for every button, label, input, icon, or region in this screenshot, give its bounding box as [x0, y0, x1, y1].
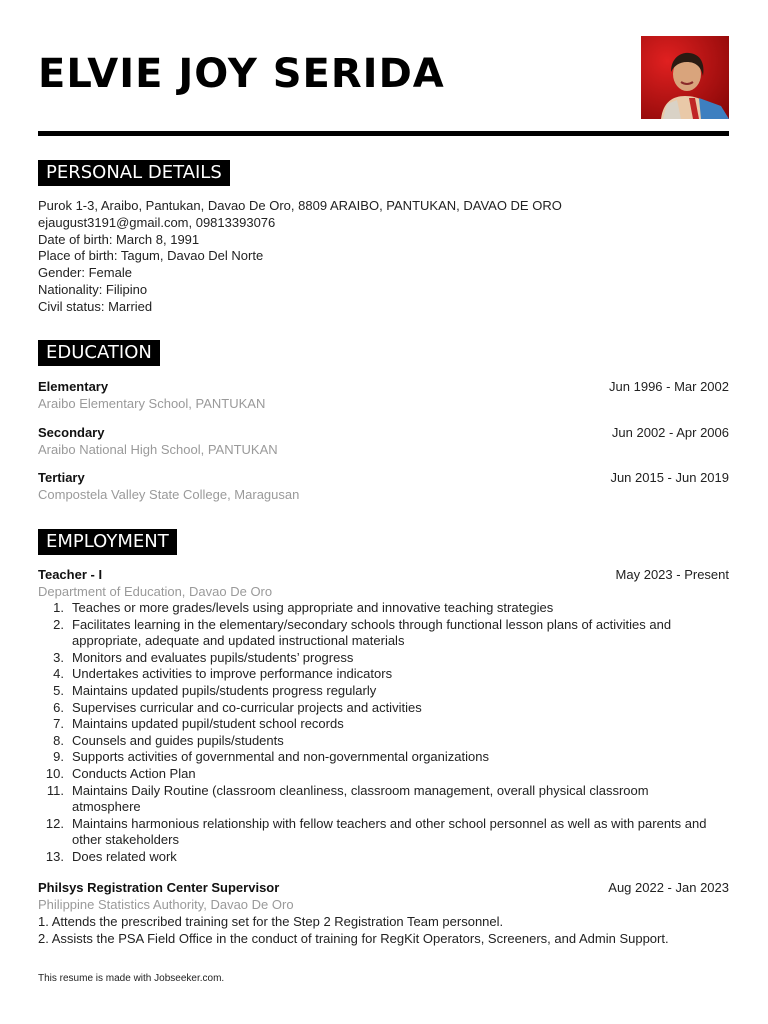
employment-entry — [38, 567, 729, 866]
job-organization: Department of Education, Davao De Oro — [38, 583, 273, 599]
duty-item: 12. Maintains harmonious relationship with fellow teachers and other school personnel as well as with parents and other stakeholders — [45, 815, 707, 848]
duty-item: 8. Counsels and guides pupils/students — [53, 732, 284, 748]
date-of-birth: Date of birth: March 8, 1991 — [38, 231, 200, 247]
address: Purok 1-3, Araibo, Pantukan, Davao De Oro, 8809 ARAIBO, PANTUKAN, DAVAO DE ORO — [38, 198, 562, 213]
job-organization: Philippine Statistics Authority, Davao De Oro — [38, 896, 294, 912]
employment-entry — [38, 880, 729, 947]
duty-item: 2. Facilitates learning in the elementary/secondary schools through functional lesson plans of activities and appropriate, adequate and updated instructional materials — [53, 616, 672, 649]
duty-item: 13. Does related work — [45, 848, 177, 864]
job-title: Philsys Registration Center Supervisor — [38, 880, 280, 895]
duty-list — [38, 600, 729, 866]
candidate-name: ELVIE JOY SERIDA — [38, 51, 445, 97]
job-dates: Aug 2022 - Jan 2023 — [608, 880, 729, 895]
profile-photo-image — [641, 36, 729, 119]
profile-photo — [641, 36, 729, 119]
place-of-birth: Place of birth: Tagum, Davao Del Norte — [38, 248, 264, 264]
education-level: Tertiary — [38, 470, 85, 485]
duty-item: 5. Maintains updated pupils/students progress regularly — [53, 682, 377, 698]
education-school: Compostela Valley State College, Maragusan — [38, 486, 300, 502]
duty-item: 6. Supervises curricular and co-curricular projects and activities — [53, 699, 422, 715]
duty-item: 9. Supports activities of governmental and non-governmental organizations — [53, 749, 489, 765]
job-dates: May 2023 - Present — [615, 567, 729, 582]
education-level: Elementary — [38, 379, 109, 394]
personal-details-heading: PERSONAL DETAILS — [38, 160, 230, 186]
gender: Gender: Female — [38, 265, 132, 281]
education-heading: EDUCATION — [38, 340, 160, 366]
duty-item: 10. Conducts Action Plan — [45, 765, 196, 781]
duty-item: 3. Monitors and evaluates pupils/students’ progress — [53, 649, 354, 665]
education-entry — [38, 470, 729, 503]
personal-details — [38, 198, 729, 316]
duty-item: 1. Teaches or more grades/levels using appropriate and innovative teaching strategies — [53, 600, 554, 615]
job-duty-line: 1. Attends the prescribed training set for the Step 2 Registration Team personnel. — [38, 914, 504, 929]
footer-note: This resume is made with Jobseeker.com. — [38, 973, 225, 984]
job-duty-line: 2. Assists the PSA Field Office in the conduct of training for RegKit Operators, Screeners, and Admin Support. — [38, 931, 669, 946]
education-dates: Jun 2015 - Jun 2019 — [610, 470, 729, 485]
nationality: Nationality: Filipino — [38, 281, 148, 297]
education-level: Secondary — [38, 425, 105, 440]
employment-heading: EMPLOYMENT — [38, 529, 177, 555]
duty-item: 4. Undertakes activities to improve performance indicators — [53, 666, 393, 682]
education-dates: Jun 2002 - Apr 2006 — [611, 425, 729, 440]
education-entry — [38, 425, 729, 458]
header-divider — [38, 131, 729, 136]
duty-item: 11. Maintains Daily Routine (classroom cleanliness, classroom management, overall physical classroom atmosphere — [46, 782, 649, 815]
job-title: Teacher - I — [38, 567, 103, 582]
civil-status: Civil status: Married — [38, 298, 153, 314]
education-school: Araibo National High School, PANTUKAN — [38, 441, 278, 457]
education-entry — [38, 379, 729, 412]
education-school: Araibo Elementary School, PANTUKAN — [38, 395, 266, 411]
duty-item: 7. Maintains updated pupil/student school records — [53, 716, 344, 732]
contact: ejaugust3191@gmail.com, 09813393076 — [38, 214, 276, 230]
education-dates: Jun 1996 - Mar 2002 — [609, 379, 729, 394]
